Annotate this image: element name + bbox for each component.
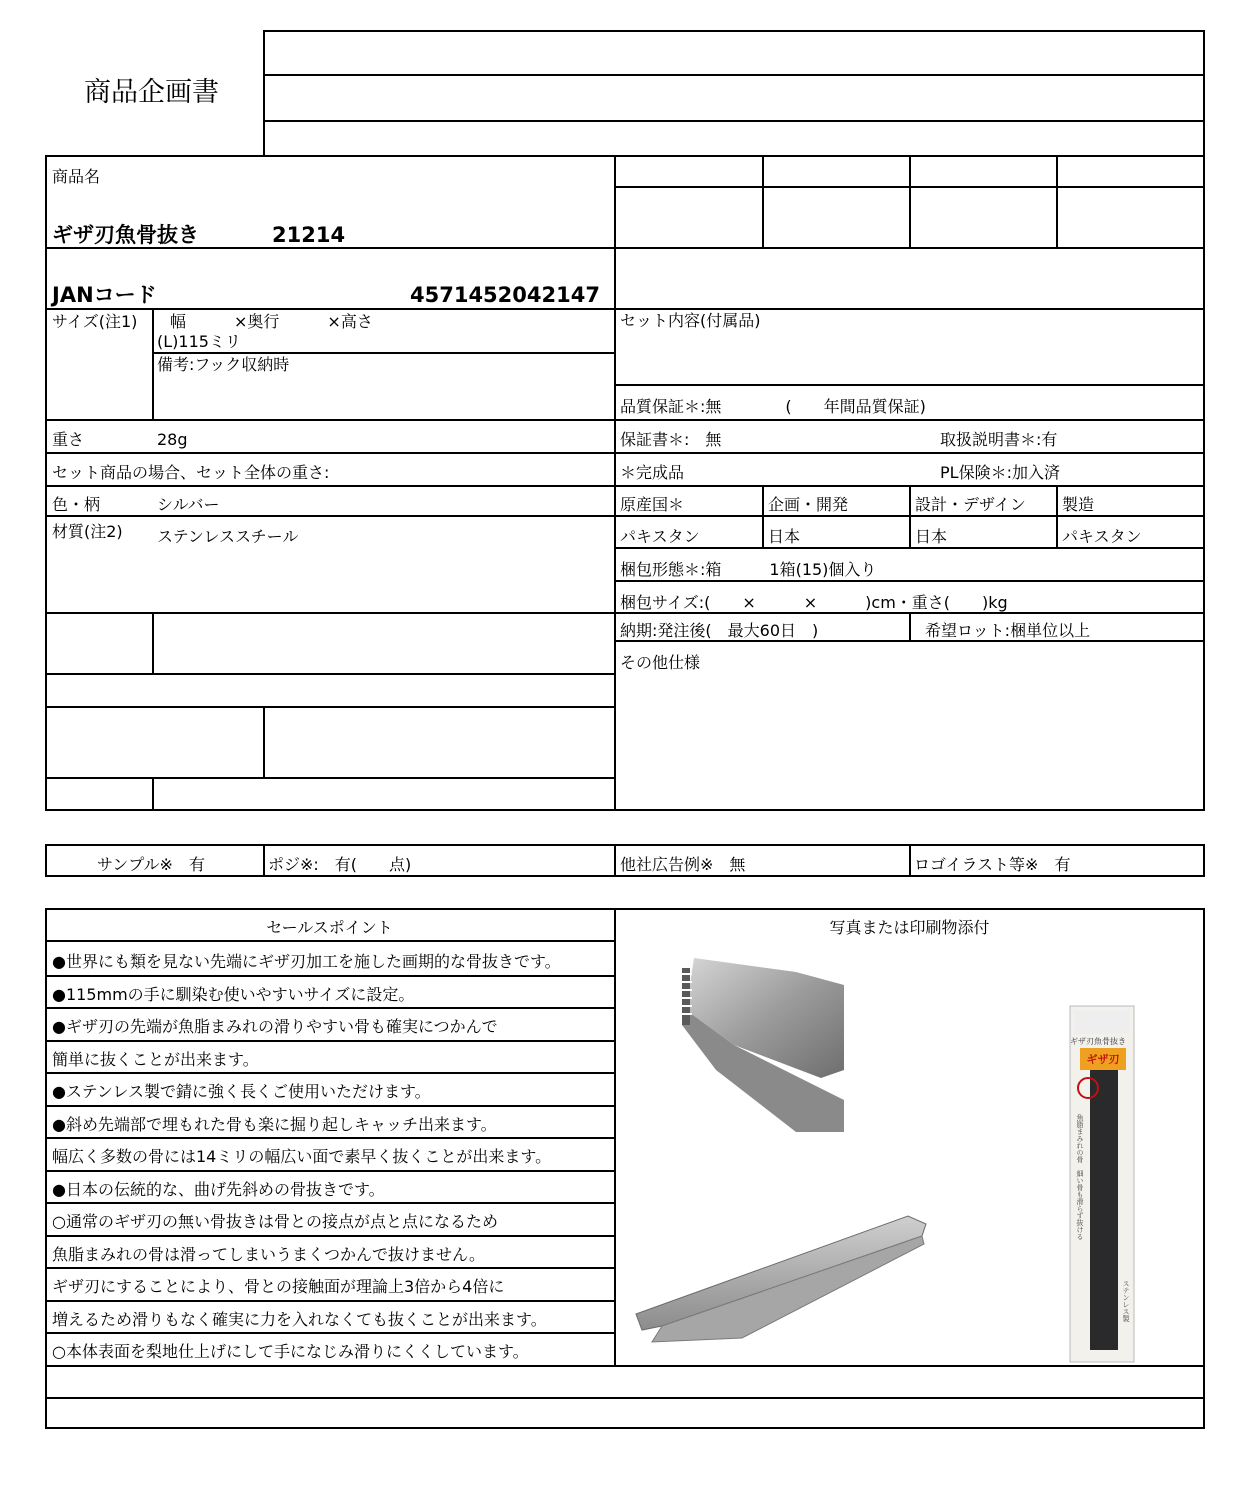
logo-illustration: ロゴイラスト等※ 有 xyxy=(914,855,1071,874)
package-photo xyxy=(1068,1004,1136,1364)
finished-product: ＊完成品 xyxy=(620,463,685,482)
color-value: シルバー xyxy=(157,495,220,514)
weight-label: 重さ xyxy=(52,430,85,449)
sales-point: 増えるため滑りもなく確実に力を入れなくても抜くことが出来ます。 xyxy=(52,1310,547,1329)
origin-value: 日本 xyxy=(915,527,948,546)
page-title: 商品企画書 xyxy=(84,77,219,108)
package-copy: 魚脂まみれの骨 細い骨も滑らず抜ける xyxy=(1076,1114,1084,1240)
size-dims: 幅 ×奥行 ×高さ xyxy=(170,312,373,331)
package-material: ステンレス製 xyxy=(1122,1280,1130,1322)
approval-box xyxy=(263,30,1205,157)
desired-lot: 希望ロット:梱単位以上 xyxy=(925,621,1091,640)
manual: 取扱説明書＊:有 xyxy=(940,430,1058,449)
pack-size: 梱包サイズ:( × × )cm・重さ( )kg xyxy=(620,593,1008,612)
material-value: ステンレススチール xyxy=(157,527,299,546)
set-contents-label: セット内容(付属品) xyxy=(620,311,761,330)
sales-point: ●日本の伝統的な、曲げ先斜めの骨抜きです。 xyxy=(52,1180,385,1199)
other-ads: 他社広告例※ 無 xyxy=(620,855,746,874)
material-label: 材質(注2) xyxy=(52,522,123,541)
sales-point: ○通常のギザ刃の無い骨抜きは骨との接点が点と点になるため xyxy=(52,1212,498,1231)
sales-point: ●世界にも類を見ない先端にギザ刃加工を施した画期的な骨抜きです。 xyxy=(52,952,561,971)
spec-table xyxy=(45,155,1205,811)
package-title: ギザ刃魚骨抜き xyxy=(1070,1037,1126,1046)
sales-point: ギザ刃にすることにより、骨との接触面が理論上3倍から4倍に xyxy=(52,1277,505,1296)
size-label: サイズ(注1) xyxy=(52,312,138,331)
origin-header: 原産国＊ xyxy=(620,495,685,514)
product-code: 21214 xyxy=(272,223,346,247)
package-badge: ギザ刃 xyxy=(1086,1053,1120,1066)
product-name-label: 商品名 xyxy=(52,167,101,186)
sales-header: セールスポイント xyxy=(266,918,393,937)
size-value: (L)115ミリ xyxy=(157,332,241,351)
set-weight: セット商品の場合、セット全体の重さ: xyxy=(52,463,330,482)
sample: サンプル※ 有 xyxy=(97,855,205,874)
size-note: 備考:フック収納時 xyxy=(157,355,290,374)
origin-value: パキスタン xyxy=(620,527,700,546)
delivery: 納期:発注後( 最大60日 ) xyxy=(620,621,819,640)
sales-point: 幅広く多数の骨には14ミリの幅広い面で素早く抜くことが出来ます。 xyxy=(52,1147,552,1166)
sales-point: ●ギザ刃の先端が魚脂まみれの滑りやすい骨も確実につかんで xyxy=(52,1017,498,1036)
sales-point: 魚脂まみれの骨は滑ってしまいうまくつかんで抜けません。 xyxy=(52,1245,485,1264)
sales-point: 簡単に抜くことが出来ます。 xyxy=(52,1050,259,1069)
quality-warranty: 品質保証＊:無 ( 年間品質保証) xyxy=(620,397,926,416)
photo-header: 写真または印刷物添付 xyxy=(829,918,990,937)
other-spec: その他仕様 xyxy=(620,653,701,672)
sales-point: ●115mmの手に馴染む使いやすいサイズに設定。 xyxy=(52,985,415,1004)
sales-point: ●ステンレス製で錆に強く長くご使用いただけます。 xyxy=(52,1082,431,1101)
tweezer-tip-photo xyxy=(676,950,846,1135)
origin-value: 日本 xyxy=(768,527,801,546)
origin-value: パキスタン xyxy=(1062,527,1142,546)
posi: ポジ※: 有( 点) xyxy=(268,855,412,874)
sales-point: ●斜め先端部で埋もれた骨も楽に掘り起しキャッチ出来ます。 xyxy=(52,1115,497,1134)
pl-insurance: PL保険＊:加入済 xyxy=(940,463,1060,482)
product-name: ギザ刃魚骨抜き xyxy=(52,223,199,247)
origin-header: 設計・デザイン xyxy=(915,495,1026,514)
tweezer-full-photo xyxy=(632,1210,930,1350)
weight-value: 28g xyxy=(157,430,188,449)
origin-header: 製造 xyxy=(1062,495,1095,514)
warranty: 保証書＊: 無 xyxy=(620,430,722,449)
jan-code: 4571452042147 xyxy=(410,283,600,307)
jan-label: JANコード xyxy=(52,283,157,307)
packing: 梱包形態＊:箱 1箱(15)個入り xyxy=(620,560,877,579)
sales-point: ○本体表面を梨地仕上げにして手になじみ滑りにくくしています。 xyxy=(52,1342,529,1361)
origin-header: 企画・開発 xyxy=(768,495,849,514)
color-label: 色・柄 xyxy=(52,495,101,514)
